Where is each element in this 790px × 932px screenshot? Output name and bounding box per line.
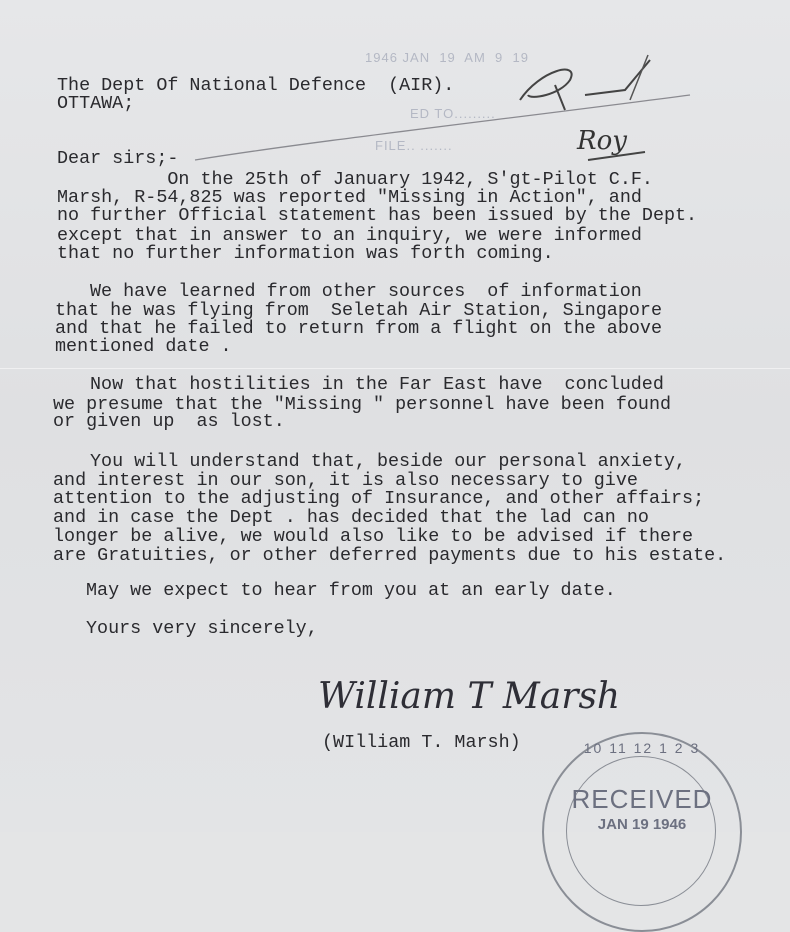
body-line: mentioned date . bbox=[55, 336, 232, 357]
salutation: Dear sirs;- bbox=[57, 148, 179, 169]
body-line: are Gratuities, or other deferred payments due to his estate. bbox=[53, 545, 727, 566]
body-line: except that in answer to an inquiry, we were informed bbox=[57, 225, 642, 246]
routed-to-stamp: ED TO......... bbox=[410, 106, 496, 121]
body-line: that he was flying from Seletah Air Station, Singapore bbox=[55, 300, 662, 321]
body-line: that no further information was forth coming. bbox=[57, 243, 554, 264]
body-line: Now that hostilities in the Far East have concluded bbox=[90, 374, 664, 395]
body-line: Marsh, R-54,825 was reported "Missing in Action", and bbox=[57, 187, 642, 208]
stamp-date: JAN 19 1946 bbox=[597, 816, 687, 833]
body-line: May we expect to hear from you at an early date. bbox=[86, 580, 616, 601]
body-line: we presume that the "Missing " personnel have been found bbox=[53, 394, 672, 415]
body-line: We have learned from other sources of information bbox=[90, 281, 642, 302]
signature: William T Marsh bbox=[318, 676, 621, 717]
body-line: longer be alive, we would also like to be advised if there bbox=[53, 526, 694, 547]
typed-name: (WIlliam T. Marsh) bbox=[322, 732, 521, 753]
body-line: and interest in our son, it is also necessary to give bbox=[53, 470, 638, 491]
stamp-hours: 10 11 12 1 2 3 bbox=[583, 740, 701, 756]
stamp-received-label: RECEIVED bbox=[571, 784, 713, 814]
body-line: On the 25th of January 1942, S'gt-Pilot C.F. bbox=[57, 169, 653, 190]
handwritten-initials-roy: Roy bbox=[577, 126, 627, 156]
received-stamp bbox=[542, 732, 742, 932]
closing: Yours very sincerely, bbox=[86, 618, 318, 639]
body-line: You will understand that, beside our personal anxiety, bbox=[90, 451, 686, 472]
body-line: and in case the Dept . has decided that the lad can no bbox=[53, 507, 649, 528]
body-line: and that he failed to return from a flight on the above bbox=[55, 318, 662, 339]
body-line: attention to the adjusting of Insurance, and other affairs; bbox=[53, 488, 705, 509]
date-stamp: 1946 JAN 19 AM 9 19 bbox=[365, 50, 529, 65]
addressee-city: OTTAWA; bbox=[57, 93, 135, 114]
body-line: or given up as lost. bbox=[53, 411, 285, 432]
addressee: The Dept Of National Defence (AIR). bbox=[57, 75, 455, 96]
body-line: no further Official statement has been issued by the Dept. bbox=[57, 205, 698, 226]
file-stamp: FILE.. ....... bbox=[375, 138, 453, 153]
